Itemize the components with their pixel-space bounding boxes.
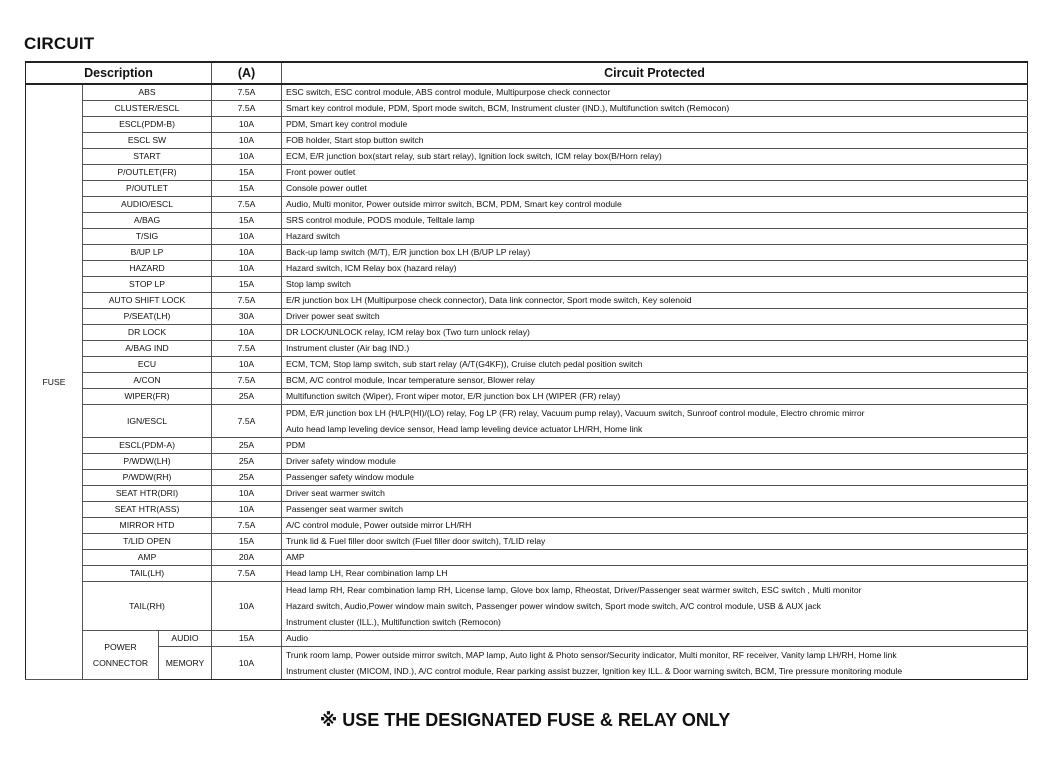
fuse-name-cell: SEAT HTR(DRI) xyxy=(83,486,212,502)
fuse-amperage-cell: 15A xyxy=(212,181,282,197)
table-row xyxy=(26,566,1028,582)
fuse-amperage-cell: 7.5A xyxy=(212,566,282,582)
fuse-name-cell: A/BAG IND xyxy=(83,341,212,357)
fuse-amperage-cell: 25A xyxy=(212,470,282,486)
fuse-amperage-cell: 7.5A xyxy=(212,197,282,213)
circuit-protected-cell: E/R junction box LH (Multipurpose check connector), Data link connector, Sport mode switch, Key solenoid xyxy=(282,293,1028,309)
circuit-protected-cell: Instrument cluster (Air bag IND.) xyxy=(282,341,1028,357)
circuit-line: Instrument cluster (MICOM, IND.), A/C control module, Rear parking assist buzzer, Ignition key ILL. & Door warning switch, BCM, Tire pressure monitoring module xyxy=(286,666,903,676)
fuse-amperage-cell: 30A xyxy=(212,309,282,325)
fuse-name-cell: P/SEAT(LH) xyxy=(83,309,212,325)
table-row xyxy=(26,261,1028,277)
page-title: CIRCUIT xyxy=(24,34,95,53)
fuse-amperage-cell: 7.5A xyxy=(212,405,282,438)
circuit-protected-cell: Back-up lamp switch (M/T), E/R junction box LH (B/UP LP relay) xyxy=(282,245,1028,261)
fuse-name-cell: A/BAG xyxy=(83,213,212,229)
table-row xyxy=(26,101,1028,117)
circuit-protected-cell: Trunk lid & Fuel filler door switch (Fuel filler door switch), T/LID relay xyxy=(282,534,1028,550)
circuit-protected-cell: Multifunction switch (Wiper), Front wiper motor, E/R junction box LH (WIPER (FR) relay) xyxy=(282,389,1028,405)
fuse-amperage-cell: 7.5A xyxy=(212,518,282,534)
table-row xyxy=(26,149,1028,165)
table-row xyxy=(26,631,1028,647)
table-row xyxy=(26,165,1028,181)
circuit-protected-cell: Driver seat warmer switch xyxy=(282,486,1028,502)
fuse-name-cell: CLUSTER/ESCL xyxy=(83,101,212,117)
circuit-protected-cell: Hazard switch xyxy=(282,229,1028,245)
fuse-name-cell: P/OUTLET xyxy=(83,181,212,197)
circuit-protected-cell: Audio, Multi monitor, Power outside mirror switch, BCM, PDM, Smart key control module xyxy=(282,197,1028,213)
circuit-protected-cell: Smart key control module, PDM, Sport mode switch, BCM, Instrument cluster (IND.), Multifunction switch (Remocon) xyxy=(282,101,1028,117)
table-row xyxy=(26,357,1028,373)
table-row xyxy=(26,309,1028,325)
circuit-protected-cell: PDM, Smart key control module xyxy=(282,117,1028,133)
fuse-name-cell: IGN/ESCL xyxy=(83,405,212,438)
fuse-amperage-cell: 15A xyxy=(212,165,282,181)
header-description: Description xyxy=(26,62,212,84)
fuse-name-cell: AUDIO/ESCL xyxy=(83,197,212,213)
table-row xyxy=(26,341,1028,357)
circuit-protected-cell: Stop lamp switch xyxy=(282,277,1028,293)
fuse-amperage-cell: 25A xyxy=(212,438,282,454)
circuit-protected-cell: SRS control module, PODS module, Telltale lamp xyxy=(282,213,1028,229)
table-row xyxy=(26,486,1028,502)
fuse-name-cell: TAIL(RH) xyxy=(83,582,212,631)
fuse-amperage-cell: 10A xyxy=(212,647,282,680)
fuse-name-cell: T/LID OPEN xyxy=(83,534,212,550)
circuit-protected-cell: AMP xyxy=(282,550,1028,566)
fuse-name-cell: T/SIG xyxy=(83,229,212,245)
fuse-amperage-cell: 10A xyxy=(212,502,282,518)
fuse-amperage-cell: 15A xyxy=(212,631,282,647)
circuit-protected-cell xyxy=(282,582,1028,631)
fuse-name-cell: P/OUTLET(FR) xyxy=(83,165,212,181)
circuit-protected-cell: Passenger safety window module xyxy=(282,470,1028,486)
fuse-amperage-cell: 10A xyxy=(212,133,282,149)
power-connector-sub-cell: AUDIO xyxy=(159,631,212,647)
fuse-amperage-cell: 10A xyxy=(212,486,282,502)
table-row xyxy=(26,550,1028,566)
table-row xyxy=(26,389,1028,405)
table-row xyxy=(26,470,1028,486)
fuse-amperage-cell: 25A xyxy=(212,454,282,470)
circuit-protected-cell: Driver safety window module xyxy=(282,454,1028,470)
fuse-name-cell: DR LOCK xyxy=(83,325,212,341)
fuse-amperage-cell: 10A xyxy=(212,149,282,165)
fuse-name-cell: STOP LP xyxy=(83,277,212,293)
table-row xyxy=(26,245,1028,261)
fuse-amperage-cell: 10A xyxy=(212,117,282,133)
fuse-amperage-cell: 10A xyxy=(212,229,282,245)
table-row xyxy=(26,582,1028,631)
fuse-amperage-cell: 15A xyxy=(212,534,282,550)
fuse-name-cell: ABS xyxy=(83,84,212,101)
fuse-name-cell: ESCL SW xyxy=(83,133,212,149)
circuit-protected-cell: Head lamp LH, Rear combination lamp LH xyxy=(282,566,1028,582)
fuse-table xyxy=(25,61,1028,680)
fuse-amperage-cell: 7.5A xyxy=(212,84,282,101)
power-connector-label-line2: CONNECTOR xyxy=(92,658,149,668)
table-row xyxy=(26,213,1028,229)
circuit-protected-cell xyxy=(282,647,1028,680)
fuse-name-cell: MIRROR HTD xyxy=(83,518,212,534)
fuse-amperage-cell: 20A xyxy=(212,550,282,566)
table-row xyxy=(26,518,1028,534)
power-connector-cell xyxy=(83,631,159,680)
table-row xyxy=(26,293,1028,309)
power-connector-label-line1: POWER xyxy=(104,642,137,652)
fuse-name-cell: A/CON xyxy=(83,373,212,389)
footer-note: ※ USE THE DESIGNATED FUSE & RELAY ONLY xyxy=(319,710,731,730)
header-amperage: (A) xyxy=(212,62,282,84)
fuse-name-cell: START xyxy=(83,149,212,165)
fuse-name-cell: P/WDW(LH) xyxy=(83,454,212,470)
circuit-protected-cell: DR LOCK/UNLOCK relay, ICM relay box (Two turn unlock relay) xyxy=(282,325,1028,341)
circuit-protected-cell: Front power outlet xyxy=(282,165,1028,181)
circuit-line: Instrument cluster (ILL.), Multifunction switch (Remocon) xyxy=(286,617,501,627)
circuit-line: Trunk room lamp, Power outside mirror switch, MAP lamp, Auto light & Photo sensor/Security indicator, Multi monitor, RF receiver, Vanity lamp LH/RH, Home link xyxy=(286,650,897,660)
circuit-protected-cell: Console power outlet xyxy=(282,181,1028,197)
table-row xyxy=(26,647,1028,680)
circuit-protected-cell: Passenger seat warmer switch xyxy=(282,502,1028,518)
table-row xyxy=(26,133,1028,149)
circuit-line: Head lamp RH, Rear combination lamp RH, License lamp, Glove box lamp, Rheostat, Driver/Passenger seat warmer switch, ESC switch , Multi monitor xyxy=(286,585,862,595)
fuse-name-cell: ECU xyxy=(83,357,212,373)
fuse-amperage-cell: 15A xyxy=(212,277,282,293)
circuit-protected-cell: ECM, E/R junction box(start relay, sub start relay), Ignition lock switch, ICM relay box(B/Horn relay) xyxy=(282,149,1028,165)
fuse-name-cell: P/WDW(RH) xyxy=(83,470,212,486)
table-row xyxy=(26,534,1028,550)
table-row xyxy=(26,438,1028,454)
fuse-name-cell: TAIL(LH) xyxy=(83,566,212,582)
fuse-amperage-cell: 10A xyxy=(212,325,282,341)
circuit-protected-cell: Hazard switch, ICM Relay box (hazard relay) xyxy=(282,261,1028,277)
circuit-protected-cell: A/C control module, Power outside mirror LH/RH xyxy=(282,518,1028,534)
fuse-amperage-cell: 10A xyxy=(212,582,282,631)
fuse-amperage-cell: 7.5A xyxy=(212,373,282,389)
fuse-name-cell: ESCL(PDM-A) xyxy=(83,438,212,454)
fuse-name-cell: HAZARD xyxy=(83,261,212,277)
table-row xyxy=(26,117,1028,133)
fuse-amperage-cell: 10A xyxy=(212,357,282,373)
table-body xyxy=(26,84,1028,680)
table-row xyxy=(26,181,1028,197)
circuit-protected-cell: Driver power seat switch xyxy=(282,309,1028,325)
table-row xyxy=(26,229,1028,245)
fuse-amperage-cell: 15A xyxy=(212,213,282,229)
circuit-line: Hazard switch, Audio,Power window main switch, Passenger power window switch, Sport mode switch, A/C control module, USB & AUX jack xyxy=(286,601,821,611)
fuse-amperage-cell: 10A xyxy=(212,261,282,277)
circuit-protected-cell: ESC switch, ESC control module, ABS control module, Multipurpose check connector xyxy=(282,84,1028,101)
fuse-name-cell: AMP xyxy=(83,550,212,566)
table-row xyxy=(26,373,1028,389)
circuit-protected-cell: FOB holder, Start stop button switch xyxy=(282,133,1028,149)
fuse-name-cell: B/UP LP xyxy=(83,245,212,261)
fuse-category-cell: FUSE xyxy=(26,84,83,680)
table-row xyxy=(26,197,1028,213)
power-connector-sub-cell: MEMORY xyxy=(159,647,212,680)
fuse-amperage-cell: 10A xyxy=(212,245,282,261)
fuse-name-cell: SEAT HTR(ASS) xyxy=(83,502,212,518)
circuit-line: Auto head lamp leveling device sensor, Head lamp leveling device actuator LH/RH, Home link xyxy=(286,424,643,434)
fuse-name-cell: WIPER(FR) xyxy=(83,389,212,405)
table-row xyxy=(26,277,1028,293)
circuit-protected-cell xyxy=(282,405,1028,438)
fuse-name-cell: AUTO SHIFT LOCK xyxy=(83,293,212,309)
table-row xyxy=(26,502,1028,518)
fuse-amperage-cell: 25A xyxy=(212,389,282,405)
table-row xyxy=(26,405,1028,438)
circuit-protected-cell: Audio xyxy=(282,631,1028,647)
fuse-amperage-cell: 7.5A xyxy=(212,341,282,357)
header-circuit: Circuit Protected xyxy=(282,62,1028,84)
table-row xyxy=(26,325,1028,341)
table-header-row xyxy=(26,62,1028,84)
table-row xyxy=(26,454,1028,470)
circuit-protected-cell: ECM, TCM, Stop lamp switch, sub start relay (A/T(G4KF)), Cruise clutch pedal position switch xyxy=(282,357,1028,373)
circuit-protected-cell: BCM, A/C control module, Incar temperature sensor, Blower relay xyxy=(282,373,1028,389)
fuse-amperage-cell: 7.5A xyxy=(212,101,282,117)
table-row xyxy=(26,84,1028,101)
fuse-name-cell: ESCL(PDM-B) xyxy=(83,117,212,133)
circuit-line: PDM, E/R junction box LH (H/LP(HI)/(LO) relay, Fog LP (FR) relay, Vacuum pump relay), Vacuum switch, Sunroof control module, Electro chromic mirror xyxy=(286,408,865,418)
fuse-amperage-cell: 7.5A xyxy=(212,293,282,309)
circuit-protected-cell: PDM xyxy=(282,438,1028,454)
